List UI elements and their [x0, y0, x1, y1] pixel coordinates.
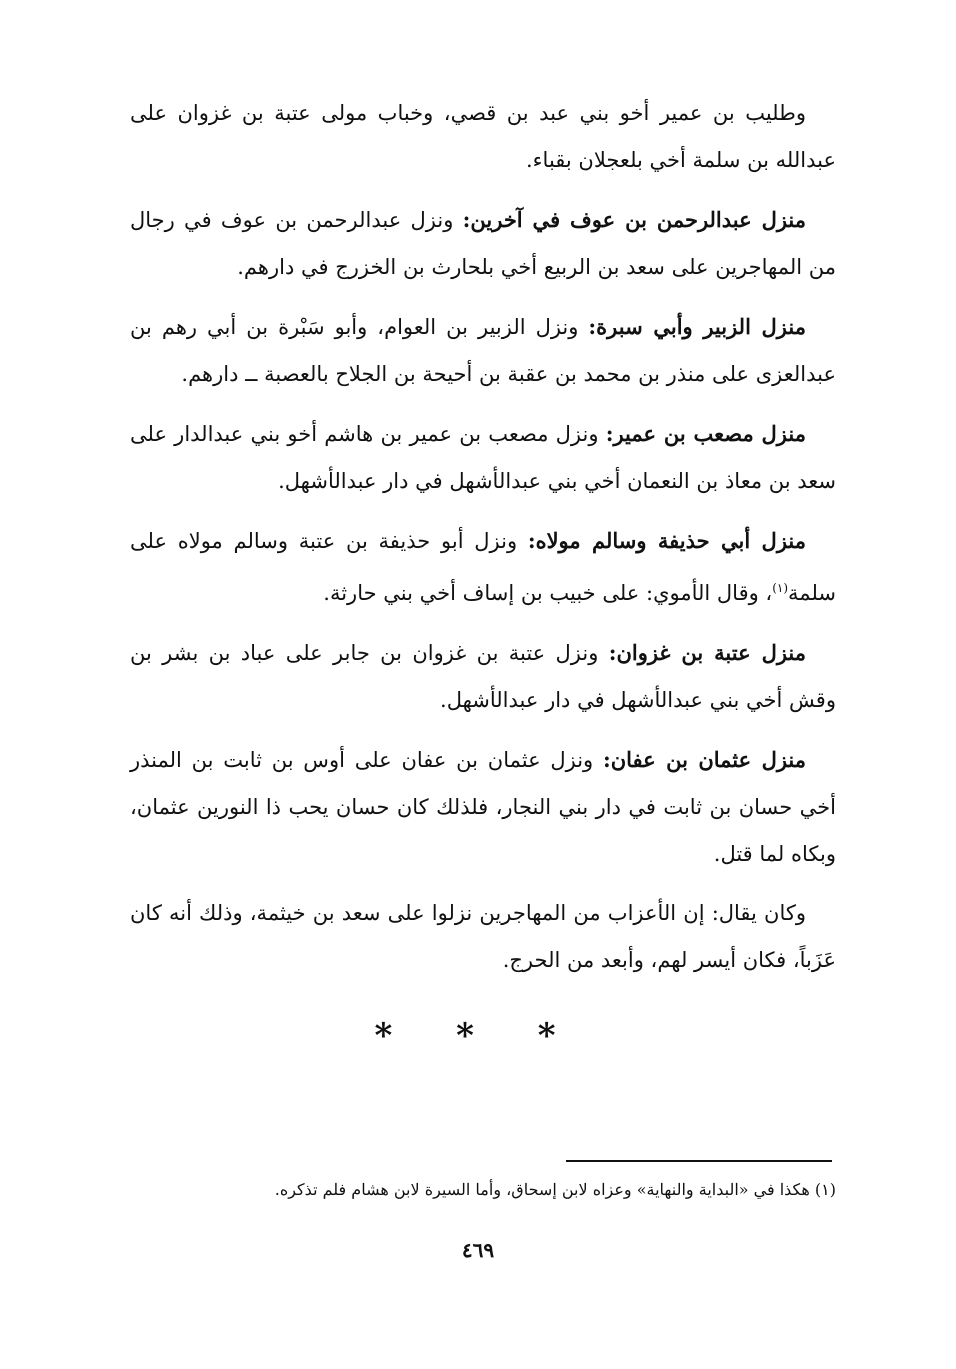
paragraph-text: ونزل عبدالرحمن بن عوف في رجال من المهاجرين على سعد بن الربيع أخي بلحارث بن الخزرج في دارهم.: [130, 208, 836, 279]
paragraph-text: ونزل عثمان بن عفان على أوس بن ثابت بن المنذر أخي حسان بن ثابت في دار بني النجار، فلذلك كان حسان يحب ذا النورين عثمان، وبكاه لما قتل.: [130, 748, 836, 866]
paragraph-text: ونزل عتبة بن غزوان بن جابر على عباد بن بشر بن وقش أخي بني عبدالأشهل في دار عبدالأشهل.: [130, 641, 836, 712]
section-separator: * * *: [374, 1016, 582, 1056]
paragraph-7: [130, 736, 836, 878]
paragraph-text: وطليب بن عمير أخو بني عبد بن قصي، وخباب مولى عتبة بن غزوان على عبدالله بن سلمة أخي بلعجلان بقباء.: [130, 101, 836, 172]
footnote-marker[interactable]: (١): [772, 581, 789, 595]
paragraph-3: [130, 303, 836, 398]
paragraph-6: [130, 629, 836, 724]
section-heading: منزل أبي حذيفة وسالم مولاه:: [527, 528, 806, 553]
paragraph-5: [130, 517, 836, 617]
page-number: ٤٦٩: [461, 1238, 495, 1262]
main-text: [130, 90, 836, 996]
paragraph-text: ونزل مصعب بن عمير بن هاشم أخو بني عبدالدار على سعد بن معاذ بن النعمان أخي بني عبدالأشهل في دار عبدالأشهل.: [130, 422, 836, 493]
paragraph-text: وكان يقال: إن الأعزاب من المهاجرين نزلوا على سعد بن خيثمة، وذلك أنه كان عَزَباً، فكان أيسر لهم، وأبعد من الحرج.: [130, 901, 836, 972]
paragraph-8: [130, 890, 836, 984]
footnote: (١) هكذا في «البداية والنهاية» وعزاه لابن إسحاق، وأما السيرة لابن هشام فلم تذكره.: [274, 1180, 836, 1199]
paragraph-text-continued: ، وقال الأموي: على خبيب بن إساف أخي بني حارثة.: [323, 581, 773, 605]
footnote-divider: [566, 1160, 832, 1162]
paragraph-text: ونزل الزبير بن العوام، وأبو سَبْرة بن أبي رهم بن عبدالعزى على منذر بن محمد بن عقبة بن أحيحة بن الجلاح بالعصبة ــ دارهم.: [130, 315, 836, 386]
section-heading: منزل عتبة بن غزوان:: [608, 640, 806, 665]
paragraph-4: [130, 410, 836, 505]
section-heading: منزل عبدالرحمن بن عوف في آخرين:: [462, 207, 807, 232]
paragraph-2: [130, 196, 836, 291]
paragraph-text: ونزل أبو حذيفة بن عتبة وسالم مولاه على سلمة: [130, 529, 836, 605]
paragraph-1: [130, 90, 836, 184]
section-heading: منزل عثمان بن عفان:: [602, 747, 807, 772]
section-heading: منزل الزبير وأبي سبرة:: [588, 314, 806, 339]
section-heading: منزل مصعب بن عمير:: [605, 421, 806, 446]
